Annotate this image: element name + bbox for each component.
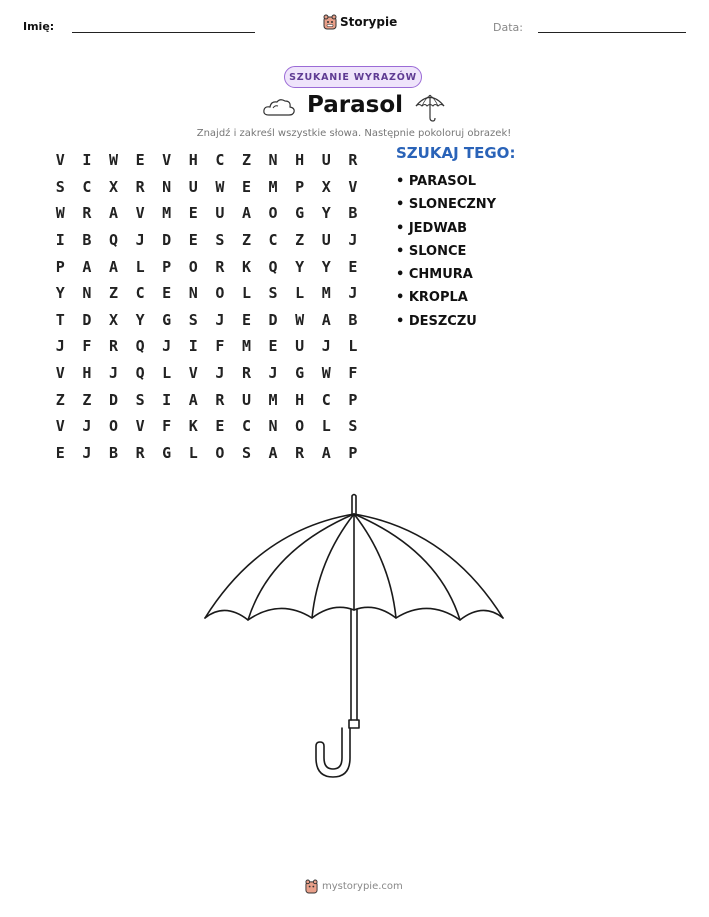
grid-cell[interactable]: G — [162, 443, 172, 462]
grid-cell[interactable]: Z — [295, 231, 305, 250]
grid-cell[interactable]: A — [241, 204, 251, 223]
grid-cell[interactable]: V — [188, 364, 198, 383]
word-list-item: • KROPLA — [396, 290, 468, 306]
grid-cell[interactable]: L — [135, 257, 145, 276]
grid-cell[interactable]: F — [215, 337, 225, 356]
grid-cell[interactable]: C — [82, 177, 92, 196]
grid-cell[interactable]: V — [162, 151, 172, 170]
grid-cell[interactable]: A — [268, 443, 278, 462]
grid-cell[interactable]: E — [215, 417, 225, 436]
grid-cell[interactable]: A — [108, 204, 118, 223]
grid-cell[interactable]: R — [135, 177, 145, 196]
grid-cell[interactable]: J — [268, 364, 278, 383]
grid-cell[interactable]: R — [295, 443, 305, 462]
grid-row — [47, 227, 367, 254]
grid-cell[interactable]: J — [215, 310, 225, 329]
grid-cell[interactable]: H — [82, 364, 92, 383]
grid-row — [47, 413, 367, 440]
grid-cell[interactable]: X — [321, 177, 331, 196]
grid-cell[interactable]: M — [268, 177, 278, 196]
grid-cell[interactable]: D — [162, 231, 172, 250]
grid-cell[interactable]: Z — [55, 390, 65, 409]
grid-cell[interactable]: E — [241, 310, 251, 329]
instructions: Znajdź i zakreśl wszystkie słowa. Następnie pokoloruj obrazek! — [196, 128, 512, 139]
grid-cell[interactable]: L — [188, 443, 198, 462]
grid-cell[interactable]: T — [55, 310, 65, 329]
grid-cell[interactable]: I — [55, 231, 65, 250]
grid-cell[interactable]: S — [348, 417, 358, 436]
grid-cell[interactable]: E — [188, 231, 198, 250]
grid-cell[interactable]: Z — [241, 231, 251, 250]
grid-cell[interactable]: J — [215, 364, 225, 383]
grid-cell[interactable]: O — [188, 257, 198, 276]
grid-row — [47, 386, 367, 413]
grid-row — [47, 174, 367, 201]
grid-cell[interactable]: Z — [108, 284, 118, 303]
grid-cell[interactable]: P — [162, 257, 172, 276]
date-label: Data: — [493, 21, 523, 34]
grid-cell[interactable]: O — [295, 417, 305, 436]
grid-cell[interactable]: R — [241, 364, 251, 383]
grid-cell[interactable]: J — [82, 417, 92, 436]
word-list-item: • DESZCZU — [396, 313, 477, 329]
grid-cell[interactable]: L — [162, 364, 172, 383]
grid-cell[interactable]: E — [268, 337, 278, 356]
grid-cell[interactable]: C — [135, 284, 145, 303]
grid-cell[interactable]: O — [215, 284, 225, 303]
grid-cell[interactable]: R — [135, 443, 145, 462]
grid-cell[interactable]: Q — [108, 231, 118, 250]
word-list-item: • SLONCE — [396, 243, 467, 259]
word-list — [396, 170, 496, 333]
grid-cell[interactable]: J — [55, 337, 65, 356]
grid-row — [47, 333, 367, 360]
grid-cell[interactable]: N — [82, 284, 92, 303]
grid-cell[interactable]: Y — [55, 284, 65, 303]
grid-cell[interactable]: A — [108, 257, 118, 276]
grid-cell[interactable]: U — [321, 231, 331, 250]
grid-cell[interactable]: Q — [135, 364, 145, 383]
grid-cell[interactable]: H — [295, 390, 305, 409]
grid-cell[interactable]: J — [348, 231, 358, 250]
grid-cell[interactable]: N — [162, 177, 172, 196]
grid-cell[interactable]: V — [55, 417, 65, 436]
grid-cell[interactable]: C — [241, 417, 251, 436]
grid-cell[interactable]: V — [135, 204, 145, 223]
grid-cell[interactable]: V — [55, 151, 65, 170]
date-line — [538, 32, 686, 33]
grid-cell[interactable]: F — [348, 364, 358, 383]
umbrella-coloring-picture — [200, 490, 510, 785]
grid-cell[interactable]: L — [295, 284, 305, 303]
grid-row — [47, 307, 367, 334]
grid-cell[interactable]: K — [241, 257, 251, 276]
grid-cell[interactable]: M — [268, 390, 278, 409]
grid-cell[interactable]: A — [321, 443, 331, 462]
footer-url[interactable]: mystorypie.com — [322, 881, 403, 892]
grid-cell[interactable]: V — [135, 417, 145, 436]
grid-cell[interactable]: B — [108, 443, 118, 462]
grid-cell[interactable]: W — [215, 177, 225, 196]
page-title: Parasol — [307, 92, 403, 118]
grid-cell[interactable]: C — [215, 151, 225, 170]
grid-cell[interactable]: D — [82, 310, 92, 329]
grid-cell[interactable]: S — [188, 310, 198, 329]
grid-cell[interactable]: U — [215, 204, 225, 223]
grid-cell[interactable]: O — [268, 204, 278, 223]
grid-row — [47, 147, 367, 174]
word-list-title: SZUKAJ TEGO: — [396, 144, 516, 162]
grid-cell[interactable]: J — [82, 443, 92, 462]
grid-cell[interactable]: Q — [135, 337, 145, 356]
footer — [305, 879, 403, 894]
grid-cell[interactable]: D — [108, 390, 118, 409]
grid-cell[interactable]: S — [215, 231, 225, 250]
grid-cell[interactable]: I — [162, 390, 172, 409]
word-list-item: • JEDWAB — [396, 220, 468, 236]
grid-cell[interactable]: I — [82, 151, 92, 170]
grid-cell[interactable]: H — [295, 151, 305, 170]
grid-cell[interactable]: E — [55, 443, 65, 462]
grid-cell[interactable]: S — [135, 390, 145, 409]
grid-cell[interactable]: Q — [268, 257, 278, 276]
grid-cell[interactable]: P — [55, 257, 65, 276]
grid-cell[interactable]: G — [162, 310, 172, 329]
grid-cell[interactable]: O — [215, 443, 225, 462]
word-list-item: • PARASOL — [396, 174, 476, 189]
storypie-mascot-icon — [305, 879, 318, 894]
grid-cell[interactable]: B — [348, 310, 358, 329]
grid-cell[interactable]: R — [215, 390, 225, 409]
grid-cell[interactable]: C — [321, 390, 331, 409]
grid-cell[interactable]: G — [295, 364, 305, 383]
grid-cell[interactable]: P — [348, 390, 358, 409]
grid-cell[interactable]: U — [241, 390, 251, 409]
grid-cell[interactable]: P — [295, 177, 305, 196]
grid-cell[interactable]: R — [348, 151, 358, 170]
grid-cell[interactable]: J — [135, 231, 145, 250]
grid-row — [47, 440, 367, 467]
grid-cell[interactable]: D — [268, 310, 278, 329]
grid-cell[interactable]: J — [108, 364, 118, 383]
grid-cell[interactable]: R — [108, 337, 118, 356]
grid-cell[interactable]: X — [108, 310, 118, 329]
grid-cell[interactable]: U — [321, 151, 331, 170]
activity-badge: SZUKANIE WYRAZÓW — [284, 66, 422, 88]
umbrella-icon — [414, 91, 446, 123]
grid-cell[interactable]: A — [188, 390, 198, 409]
grid-cell[interactable]: Y — [321, 204, 331, 223]
grid-row — [47, 253, 367, 280]
grid-cell[interactable]: R — [82, 204, 92, 223]
grid-cell[interactable]: J — [321, 337, 331, 356]
grid-cell[interactable]: V — [348, 177, 358, 196]
grid-cell[interactable]: R — [215, 257, 225, 276]
grid-cell[interactable]: E — [241, 177, 251, 196]
grid-cell[interactable]: Y — [321, 257, 331, 276]
grid-cell[interactable]: M — [241, 337, 251, 356]
grid-cell[interactable]: U — [188, 177, 198, 196]
grid-cell[interactable]: E — [135, 151, 145, 170]
grid-row — [47, 200, 367, 227]
grid-cell[interactable]: M — [321, 284, 331, 303]
grid-cell[interactable]: L — [348, 337, 358, 356]
brand-name: Storypie — [340, 15, 398, 29]
grid-cell[interactable]: G — [295, 204, 305, 223]
grid-cell[interactable]: W — [295, 310, 305, 329]
grid-cell[interactable]: C — [268, 231, 278, 250]
grid-cell[interactable]: L — [321, 417, 331, 436]
grid-cell[interactable]: B — [82, 231, 92, 250]
name-label: Imię: — [23, 20, 55, 33]
grid-cell[interactable]: Y — [135, 310, 145, 329]
grid-cell[interactable]: J — [348, 284, 358, 303]
storypie-mascot-icon — [323, 14, 337, 30]
grid-cell[interactable]: O — [108, 417, 118, 436]
grid-cell[interactable]: M — [162, 204, 172, 223]
grid-cell[interactable]: N — [268, 151, 278, 170]
grid-cell[interactable]: S — [268, 284, 278, 303]
grid-cell[interactable]: P — [348, 443, 358, 462]
grid-cell[interactable]: J — [162, 337, 172, 356]
grid-cell[interactable]: F — [82, 337, 92, 356]
grid-cell[interactable]: W — [55, 204, 65, 223]
grid-cell[interactable]: W — [321, 364, 331, 383]
grid-cell[interactable]: X — [108, 177, 118, 196]
grid-cell[interactable]: U — [295, 337, 305, 356]
grid-cell[interactable]: S — [55, 177, 65, 196]
cloud-icon — [262, 96, 296, 118]
grid-cell[interactable]: F — [162, 417, 172, 436]
word-list-item: • CHMURA — [396, 267, 473, 283]
grid-cell[interactable]: E — [162, 284, 172, 303]
grid-cell[interactable]: Y — [295, 257, 305, 276]
grid-cell[interactable]: A — [82, 257, 92, 276]
grid-cell[interactable]: W — [108, 151, 118, 170]
brand-logo — [323, 14, 397, 30]
grid-row — [47, 360, 367, 387]
grid-cell[interactable]: N — [268, 417, 278, 436]
grid-cell[interactable]: E — [188, 204, 198, 223]
grid-cell[interactable]: L — [241, 284, 251, 303]
grid-cell[interactable]: Z — [82, 390, 92, 409]
grid-cell[interactable]: S — [241, 443, 251, 462]
word-list-item: • SLONECZNY — [396, 197, 497, 213]
grid-cell[interactable]: E — [348, 257, 358, 276]
grid-cell[interactable]: K — [188, 417, 198, 436]
word-search-grid — [47, 147, 367, 466]
grid-cell[interactable]: N — [188, 284, 198, 303]
grid-cell[interactable]: V — [55, 364, 65, 383]
name-line — [72, 32, 255, 33]
grid-cell[interactable]: H — [188, 151, 198, 170]
grid-cell[interactable]: A — [321, 310, 331, 329]
grid-cell[interactable]: Z — [241, 151, 251, 170]
grid-row — [47, 280, 367, 307]
grid-cell[interactable]: I — [188, 337, 198, 356]
grid-cell[interactable]: B — [348, 204, 358, 223]
